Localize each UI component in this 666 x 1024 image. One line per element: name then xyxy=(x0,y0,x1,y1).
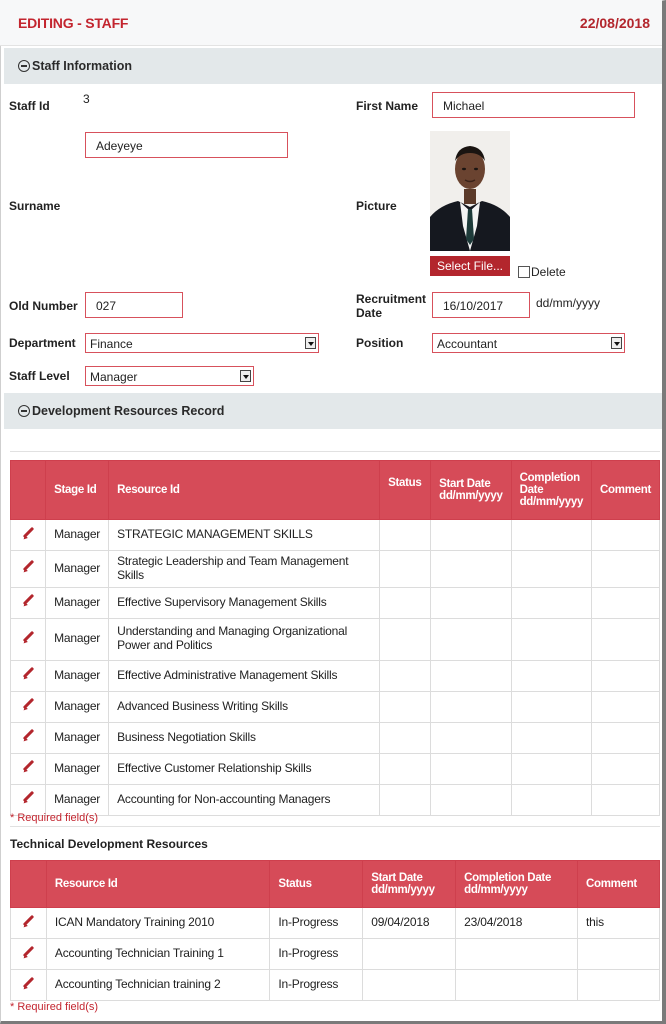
edit-row-button[interactable] xyxy=(11,520,46,551)
stage-id-cell: Manager xyxy=(46,660,109,691)
divider xyxy=(10,826,660,827)
comment-cell xyxy=(592,753,660,784)
recruitment-date-label: Recruitment Date xyxy=(356,292,427,320)
status-cell xyxy=(380,784,431,815)
start-date-cell xyxy=(431,587,511,618)
pencil-icon[interactable] xyxy=(22,915,35,928)
completion-date-cell xyxy=(511,660,591,691)
table-row xyxy=(11,691,660,722)
staff-level-select[interactable] xyxy=(85,366,254,386)
pencil-icon[interactable] xyxy=(22,977,35,990)
start-date-cell xyxy=(431,784,511,815)
resource-id-cell: STRATEGIC MANAGEMENT SKILLS xyxy=(109,520,380,551)
resource-id-cell: Effective Supervisory Management Skills xyxy=(109,587,380,618)
edit-row-button[interactable] xyxy=(11,660,46,691)
table-row xyxy=(11,722,660,753)
start-date-cell xyxy=(431,551,511,588)
dev-resources-section-header[interactable] xyxy=(4,393,662,429)
tech-status-header[interactable]: Status xyxy=(270,861,363,908)
completion-date-cell xyxy=(511,551,591,588)
edit-column-header xyxy=(11,461,46,520)
tech-resource-cell: Accounting Technician training 2 xyxy=(46,970,269,1001)
date-format-hint: dd/mm/yyyy xyxy=(536,296,601,310)
first-name-label: First Name xyxy=(356,99,419,113)
status-cell xyxy=(380,618,431,660)
tech-status-cell: In-Progress xyxy=(270,970,363,1001)
tech-resource-cell: ICAN Mandatory Training 2010 xyxy=(46,908,269,939)
minus-circle-icon[interactable] xyxy=(18,405,30,417)
page-header xyxy=(0,0,662,46)
table-row xyxy=(11,587,660,618)
pencil-icon[interactable] xyxy=(22,527,35,540)
stage-id-cell: Manager xyxy=(46,753,109,784)
staff-photo-image xyxy=(430,131,510,251)
department-label: Department xyxy=(9,336,76,350)
comment-header[interactable]: Comment xyxy=(592,461,660,520)
status-cell xyxy=(380,520,431,551)
tech-status-cell: In-Progress xyxy=(270,908,363,939)
resource-id-cell: Understanding and Managing Organizational Power and Politics xyxy=(109,618,380,660)
comment-cell xyxy=(592,587,660,618)
status-cell xyxy=(380,722,431,753)
required-note: * Required field(s) xyxy=(10,1001,99,1013)
completion-date-header[interactable]: Completion Date dd/mm/yyyy xyxy=(511,461,591,520)
pencil-icon[interactable] xyxy=(22,791,35,804)
pencil-icon[interactable] xyxy=(22,631,35,644)
pencil-icon[interactable] xyxy=(22,946,35,959)
status-cell xyxy=(380,660,431,691)
table-row xyxy=(11,970,660,1001)
staff-id-value: 3 xyxy=(83,92,90,106)
tech-start-date-cell: 09/04/2018 xyxy=(363,908,456,939)
edit-row-button[interactable] xyxy=(11,691,46,722)
tech-comment-cell xyxy=(578,939,660,970)
table-row xyxy=(11,939,660,970)
tech-status-cell: In-Progress xyxy=(270,939,363,970)
status-cell xyxy=(380,551,431,588)
comment-cell xyxy=(592,660,660,691)
stage-id-cell: Manager xyxy=(46,551,109,588)
table-row xyxy=(11,753,660,784)
position-value: Accountant xyxy=(437,337,498,351)
staff-level-label: Staff Level xyxy=(9,369,70,383)
status-cell xyxy=(380,587,431,618)
table-header-row xyxy=(11,861,660,908)
edit-row-button[interactable] xyxy=(11,722,46,753)
start-date-cell xyxy=(431,753,511,784)
table-row xyxy=(11,660,660,691)
pencil-icon[interactable] xyxy=(22,594,35,607)
tech-resource-cell: Accounting Technician Training 1 xyxy=(46,939,269,970)
staff-level-value: Manager xyxy=(90,370,138,384)
status-header[interactable]: Status xyxy=(380,461,431,520)
stage-id-cell: Manager xyxy=(46,722,109,753)
completion-date-cell xyxy=(511,753,591,784)
position-label: Position xyxy=(356,336,404,350)
edit-column-header xyxy=(11,861,47,908)
comment-cell xyxy=(592,520,660,551)
surname-input[interactable]: Adeyeye xyxy=(85,132,288,158)
start-date-cell xyxy=(431,660,511,691)
staff-id-label: Staff Id xyxy=(9,99,50,113)
tech-completion-date-cell xyxy=(456,939,578,970)
staff-info-section-title: Staff Information xyxy=(32,59,132,73)
resource-id-cell: Effective Administrative Management Skills xyxy=(109,660,380,691)
chevron-down-icon[interactable] xyxy=(305,337,316,349)
page-date: 22/08/2018 xyxy=(579,15,650,31)
select-file-button[interactable]: Select File... xyxy=(430,256,510,276)
edit-row-button[interactable] xyxy=(11,970,47,1001)
tech-resources-title: Technical Development Resources xyxy=(10,837,208,851)
start-date-header[interactable]: Start Date dd/mm/yyyy xyxy=(431,461,511,520)
edit-row-button[interactable] xyxy=(11,551,46,588)
status-cell xyxy=(380,753,431,784)
edit-row-button[interactable] xyxy=(11,908,47,939)
tech-completion-date-cell xyxy=(456,970,578,1001)
surname-label: Surname xyxy=(9,199,61,213)
chevron-down-icon[interactable] xyxy=(240,370,251,382)
stage-id-header[interactable]: Stage Id xyxy=(46,461,109,520)
stage-id-cell: Manager xyxy=(46,587,109,618)
completion-date-cell xyxy=(511,784,591,815)
staff-photo xyxy=(430,131,510,251)
tech-start-date-cell xyxy=(363,970,456,1001)
completion-date-cell xyxy=(511,618,591,660)
dev-resources-table xyxy=(10,460,660,816)
resource-id-cell: Strategic Leadership and Team Management Skills xyxy=(109,551,380,588)
table-header-row xyxy=(11,461,660,520)
start-date-cell xyxy=(431,520,511,551)
dev-resources-section-title: Development Resources Record xyxy=(32,404,225,418)
department-select[interactable] xyxy=(85,333,319,353)
table-row xyxy=(11,520,660,551)
tech-completion-date-header[interactable]: Completion Date dd/mm/yyyy xyxy=(456,861,578,908)
comment-cell xyxy=(592,722,660,753)
stage-id-cell: Manager xyxy=(46,520,109,551)
required-note: * Required field(s) xyxy=(10,812,99,824)
completion-date-cell xyxy=(511,520,591,551)
resource-id-cell: Business Negotiation Skills xyxy=(109,722,380,753)
department-value: Finance xyxy=(90,337,133,351)
position-select[interactable] xyxy=(432,333,625,353)
tech-comment-cell xyxy=(578,970,660,1001)
page-title: EDITING - STAFF xyxy=(18,15,129,31)
completion-date-cell xyxy=(511,722,591,753)
old-number-input[interactable]: 027 xyxy=(85,292,183,318)
edit-row-button[interactable] xyxy=(11,587,46,618)
start-date-cell xyxy=(431,618,511,660)
pencil-icon[interactable] xyxy=(22,760,35,773)
comment-cell xyxy=(592,784,660,815)
comment-cell xyxy=(592,691,660,722)
start-date-cell xyxy=(431,722,511,753)
resource-id-cell: Advanced Business Writing Skills xyxy=(109,691,380,722)
resource-id-cell: Effective Customer Relationship Skills xyxy=(109,753,380,784)
start-date-cell xyxy=(431,691,511,722)
tech-comment-cell: this xyxy=(578,908,660,939)
stage-id-cell: Manager xyxy=(46,618,109,660)
staff-info-section-header[interactable] xyxy=(4,48,662,84)
delete-label: Delete xyxy=(531,265,566,279)
edit-row-button[interactable] xyxy=(11,784,46,815)
resource-id-header[interactable]: Resource Id xyxy=(109,461,380,520)
table-row xyxy=(11,618,660,660)
pencil-icon[interactable] xyxy=(22,667,35,680)
table-row xyxy=(11,908,660,939)
stage-id-cell: Manager xyxy=(46,784,109,815)
old-number-label: Old Number xyxy=(9,299,78,313)
pencil-icon[interactable] xyxy=(22,698,35,711)
chevron-down-icon[interactable] xyxy=(611,337,622,349)
tech-comment-header[interactable]: Comment xyxy=(578,861,660,908)
tech-completion-date-cell: 23/04/2018 xyxy=(456,908,578,939)
table-row xyxy=(11,784,660,815)
divider xyxy=(10,451,660,452)
picture-label: Picture xyxy=(356,199,397,213)
comment-cell xyxy=(592,551,660,588)
edit-row-button[interactable] xyxy=(11,753,46,784)
table-row xyxy=(11,551,660,588)
edit-row-button[interactable] xyxy=(11,939,47,970)
recruitment-date-input[interactable]: 16/10/2017 xyxy=(432,292,530,318)
first-name-input[interactable]: Michael xyxy=(432,92,635,118)
tech-start-date-header[interactable]: Start Date dd/mm/yyyy xyxy=(363,861,456,908)
completion-date-cell xyxy=(511,587,591,618)
minus-circle-icon[interactable] xyxy=(18,60,30,72)
tech-resources-table xyxy=(10,860,660,1001)
stage-id-cell: Manager xyxy=(46,691,109,722)
tech-start-date-cell xyxy=(363,939,456,970)
status-cell xyxy=(380,691,431,722)
delete-checkbox[interactable] xyxy=(518,266,530,278)
pencil-icon[interactable] xyxy=(22,729,35,742)
comment-cell xyxy=(592,618,660,660)
edit-row-button[interactable] xyxy=(11,618,46,660)
resource-id-cell: Accounting for Non-accounting Managers xyxy=(109,784,380,815)
completion-date-cell xyxy=(511,691,591,722)
pencil-icon[interactable] xyxy=(22,560,35,573)
tech-resource-id-header[interactable]: Resource Id xyxy=(46,861,269,908)
